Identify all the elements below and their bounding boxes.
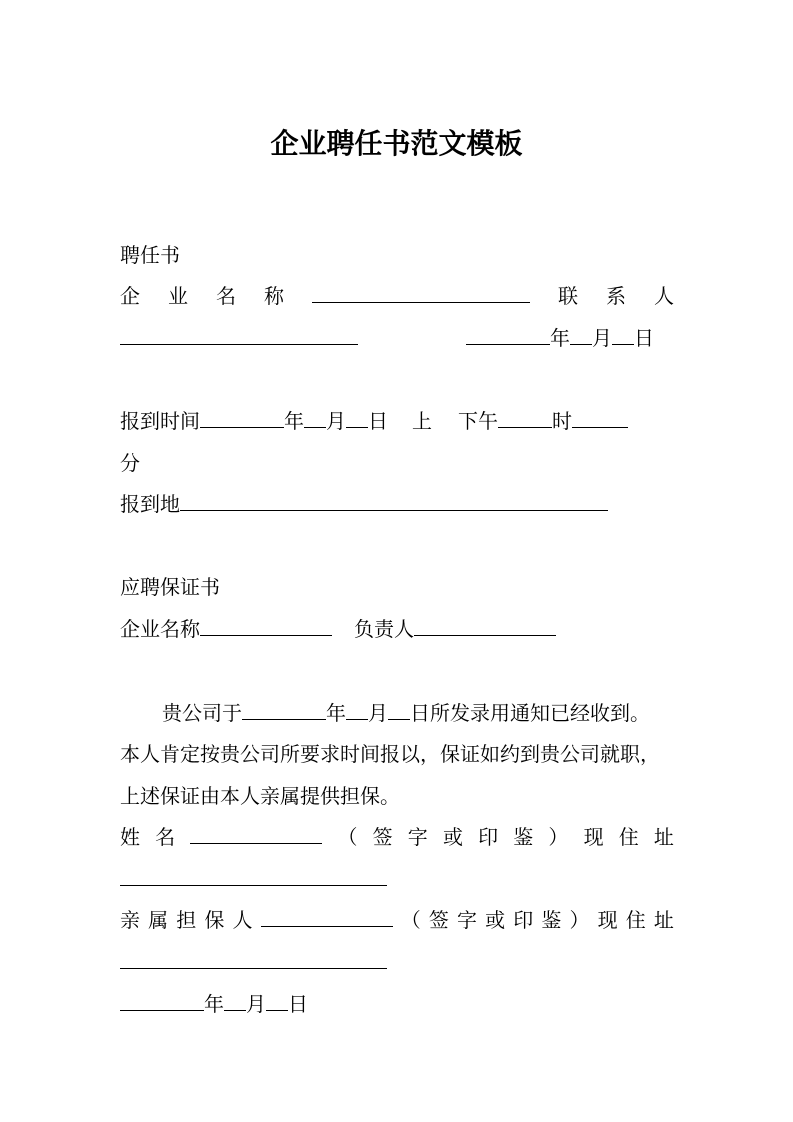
day-label: 日 [288,992,308,1016]
applicant-address-blank[interactable] [120,865,387,886]
year-label: 年 [204,992,224,1016]
address-label-char: 址 [653,825,674,849]
company-name-label-char: 业 [168,284,188,308]
manager-label: 负责人 [354,617,414,641]
company-name-label-char: 称 [264,284,284,308]
sign-label-char: （ [400,908,421,932]
month-label: 月 [246,992,266,1016]
report-place-label: 报到地 [120,492,180,516]
company-contact-line [120,281,674,311]
sign-label-char: ） [569,908,590,932]
guarantee-heading: 应聘保证书 [120,575,220,599]
guarantor-label-char: 保 [204,908,225,932]
signing-date-line [120,989,674,1019]
document-title: 企业聘任书范文模板 [270,127,523,160]
year-label: 年 [326,701,346,725]
report-minute-blank[interactable] [572,407,628,428]
sign-label-char: 鉴 [541,908,562,932]
applicant-name-blank[interactable] [190,823,322,844]
sign-label-char: 签 [372,825,393,849]
sign-label-char: ） [548,825,569,849]
address-label-char: 址 [653,908,674,932]
company-name-label-char: 企 [120,284,140,308]
sign-label-char: 鉴 [513,825,534,849]
signing-day-blank[interactable] [266,990,288,1011]
guarantee-body-line-2: 本人肯定按贵公司所要求时间报以，保证如约到贵公司就职， [120,742,660,766]
company-name-blank[interactable] [312,282,530,303]
guarantor-address-line [120,947,674,977]
sign-label-char: 或 [485,908,506,932]
sign-label-char: 印 [513,908,534,932]
guarantor-label-char: 担 [176,908,197,932]
hour-label: 时 [552,409,572,433]
month-label: 月 [592,326,612,350]
guarantee-company-blank[interactable] [200,615,332,636]
sign-label-char: 字 [457,908,477,932]
contact-date-line [120,323,674,353]
sign-label-char: 字 [407,825,428,849]
manager-blank[interactable] [414,615,556,636]
notice-year-blank[interactable] [242,699,326,720]
report-place-blank[interactable] [180,490,608,511]
company-manager-line [120,614,674,644]
address-label-char: 住 [618,825,639,849]
contact-person-label-char: 联 [558,284,578,308]
applicant-address-line [120,864,674,894]
month-label: 月 [326,409,346,433]
year-blank[interactable] [466,324,550,345]
guarantor-label-char: 人 [232,908,253,932]
company-name-label: 企业名称 [120,617,200,641]
notice-month-blank[interactable] [346,699,368,720]
report-hour-blank[interactable] [498,407,552,428]
year-label: 年 [284,409,304,433]
guarantee-body-line-1 [120,698,716,728]
contact-person-label-char: 系 [606,284,626,308]
address-label-char: 住 [625,908,646,932]
body-suffix: 日所发录用通知已经收到。 [410,701,650,725]
guarantor-name-blank[interactable] [261,906,393,927]
minute-label: 分 [120,451,140,475]
notice-day-blank[interactable] [388,699,410,720]
pm-label: 下午 [458,409,498,433]
report-place-line [120,489,674,519]
sign-label-char: 或 [442,825,463,849]
month-blank[interactable] [570,324,592,345]
sign-label-char: 印 [478,825,499,849]
guarantee-body-line-3: 上述保证由本人亲属提供担保。 [120,784,400,808]
signing-month-blank[interactable] [224,990,246,1011]
month-label: 月 [368,701,388,725]
sign-label-char: （ [337,825,358,849]
body-prefix: 贵公司于 [162,701,242,725]
contact-person-label-char: 人 [654,284,674,308]
name-label-char: 名 [155,825,176,849]
report-time-label: 报到时间 [120,409,200,433]
report-month-blank[interactable] [304,407,326,428]
day-blank[interactable] [612,324,634,345]
guarantor-address-blank[interactable] [120,948,387,969]
report-day-blank[interactable] [346,407,368,428]
signing-year-blank[interactable] [120,990,204,1011]
applicant-line [120,822,674,852]
name-label-char: 姓 [120,825,140,849]
day-label: 日 [634,326,654,350]
day-label: 日 [368,409,388,433]
guarantor-line [120,905,674,935]
guarantor-label-char: 属 [148,908,169,932]
address-label-char: 现 [583,825,604,849]
contact-person-blank[interactable] [120,324,358,345]
report-time-line [120,406,674,436]
year-label: 年 [550,326,570,350]
am-label: 上 [412,409,432,433]
company-name-label-char: 名 [216,284,236,308]
guarantor-label-char: 亲 [120,908,140,932]
sign-label-char: 签 [428,908,449,932]
address-label-char: 现 [597,908,618,932]
appointment-heading: 聘任书 [120,243,180,267]
report-year-blank[interactable] [200,407,284,428]
